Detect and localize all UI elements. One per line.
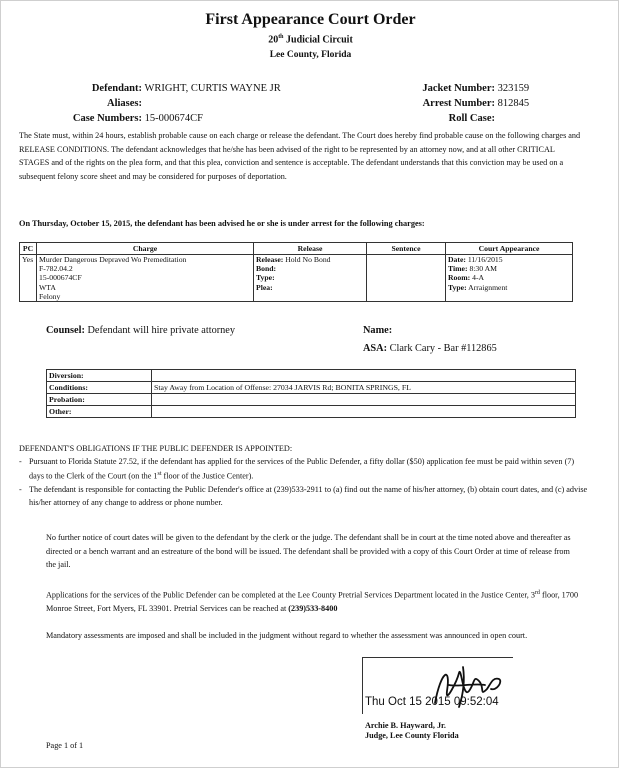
county-name: Lee County, Florida bbox=[269, 50, 352, 60]
arrest-number-row: Arrest Number: 812845 bbox=[422, 98, 530, 109]
table-row: Other: bbox=[47, 406, 576, 418]
circuit-name: 20th Judicial Circuit bbox=[268, 34, 353, 46]
public-defender-obligations: DEFENDANT'S OBLIGATIONS IF THE PUBLIC DEFENDER IS APPOINTED: - Pursuant to Florida Statute 27.52, if the defendant has applied for the services of the Public Defender, a fifty dollar ($50) application fee must be paid within seven (7) days to the Clerk of the Court (on the 1st floor of the Justice Center). - The defendant is responsible for contacting the Public Defender's office at (239)533-2911 to (a) find out the name of his/her attorney, (b) obtain court dates, and (c) advise his/her attorney of any change to address or phone number. bbox=[19, 442, 589, 509]
col-pc: PC bbox=[20, 243, 37, 255]
pc-cell: Yes bbox=[20, 255, 37, 302]
page-number: Page 1 of 1 bbox=[46, 741, 84, 750]
list-item: - The defendant is responsible for contacting the Public Defender's office at (239)533-2911 to (a) find out the name of his/her attorney, (b) obtain court dates, and (c) advise his/her attorney of any change to address or phone number. bbox=[19, 483, 589, 509]
charge-cell: Murder Dangerous Depraved Wo Premeditation F-782.04.2 15-000674CF WTA Felony bbox=[37, 255, 254, 302]
table-row: Conditions: Stay Away from Location of Offense: 27034 JARVIS Rd; BONITA SPRINGS, FL bbox=[47, 382, 576, 394]
col-charge: Charge bbox=[37, 243, 254, 255]
col-release: Release bbox=[254, 243, 367, 255]
charges-table bbox=[19, 242, 573, 302]
roll-case-row: Roll Case: bbox=[448, 113, 495, 124]
intro-paragraph: The State must, within 24 hours, establish probable cause on each charge or release the defendant. The Court does hereby find probable cause on the following charges and RELEASE CONDITIONS. The defendant acknowledges that he/she has been advised of the right to be represented by an attorney now, and at all other CRITICAL STAGES and of the rights on the plea form, and that this plea, conviction and sentence is acceptable. The defendant understands that this conviction may be used on a subsequent felony score sheet and may be considered for purposes of deportation. bbox=[19, 131, 581, 181]
counsel-row: Counsel: Defendant will hire private attorney bbox=[46, 325, 236, 336]
signature-timestamp: Thu Oct 15 2015 09:52:04 bbox=[365, 696, 499, 708]
charges-heading: On Thursday, October 15, 2015, the defendant has been advised he or she is under arrest for the following charges: bbox=[19, 219, 425, 228]
jacket-number-row: Jacket Number: 323159 bbox=[422, 83, 530, 94]
conditions-table bbox=[46, 369, 576, 418]
col-court-appearance: Court Appearance bbox=[446, 243, 573, 255]
pretrial-paragraph: Applications for the services of the Public Defender can be completed at the Lee County Pretrial Services Department located in the Justice Center, 3rd floor, 1700 Monroe Street, Fort Myers, FL 33901. Pretrial Services can be reached at (239)533-8400 bbox=[46, 590, 579, 614]
list-item: - Pursuant to Florida Statute 27.52, if the defendant has applied for the services of the Public Defender, a fifty dollar ($50) application fee must be paid within seven (7) days to the Clerk of the Court (on the 1st floor of the Justice Center). bbox=[19, 455, 589, 483]
defendant-row: Defendant: WRIGHT, CURTIS WAYNE JR bbox=[91, 83, 281, 94]
court-appearance-cell: Date: 11/16/2015 Time: 8:30 AM Room: 4-A Type: Arraignment bbox=[446, 255, 573, 302]
name-row: Name: bbox=[363, 325, 393, 336]
table-row bbox=[20, 255, 573, 302]
release-cell: Release: Hold No Bond Bond: Type: Plea: bbox=[254, 255, 367, 302]
asa-row: ASA: Clark Cary - Bar #112865 bbox=[363, 343, 497, 354]
judge-name: Archie B. Hayward, Jr. Judge, Lee County Florida bbox=[365, 721, 459, 740]
document-title: First Appearance Court Order bbox=[205, 11, 416, 28]
col-sentence: Sentence bbox=[367, 243, 446, 255]
assessments-paragraph: Mandatory assessments are imposed and shall be included in the judgment without regard to whether the assessment was announced in open court. bbox=[46, 631, 528, 640]
aliases-row: Aliases: bbox=[107, 98, 142, 109]
notice-paragraph: No further notice of court dates will be given to the defendant by the clerk or the judge. The defendant shall be in court at the time noted above and thereafter as directed or a bench warrant and an estreature of the bond will be issued. The defendant shall be provided with a copy of this Court Order at time of release from the jail. bbox=[46, 533, 571, 570]
sentence-cell bbox=[367, 255, 446, 302]
defendant-name: WRIGHT, CURTIS WAYNE JR bbox=[144, 83, 281, 94]
table-row: Diversion: bbox=[47, 370, 576, 382]
case-number: 15-000674CF bbox=[144, 113, 203, 124]
table-row: Probation: bbox=[47, 394, 576, 406]
case-number-row: Case Numbers: 15-000674CF bbox=[72, 113, 203, 124]
